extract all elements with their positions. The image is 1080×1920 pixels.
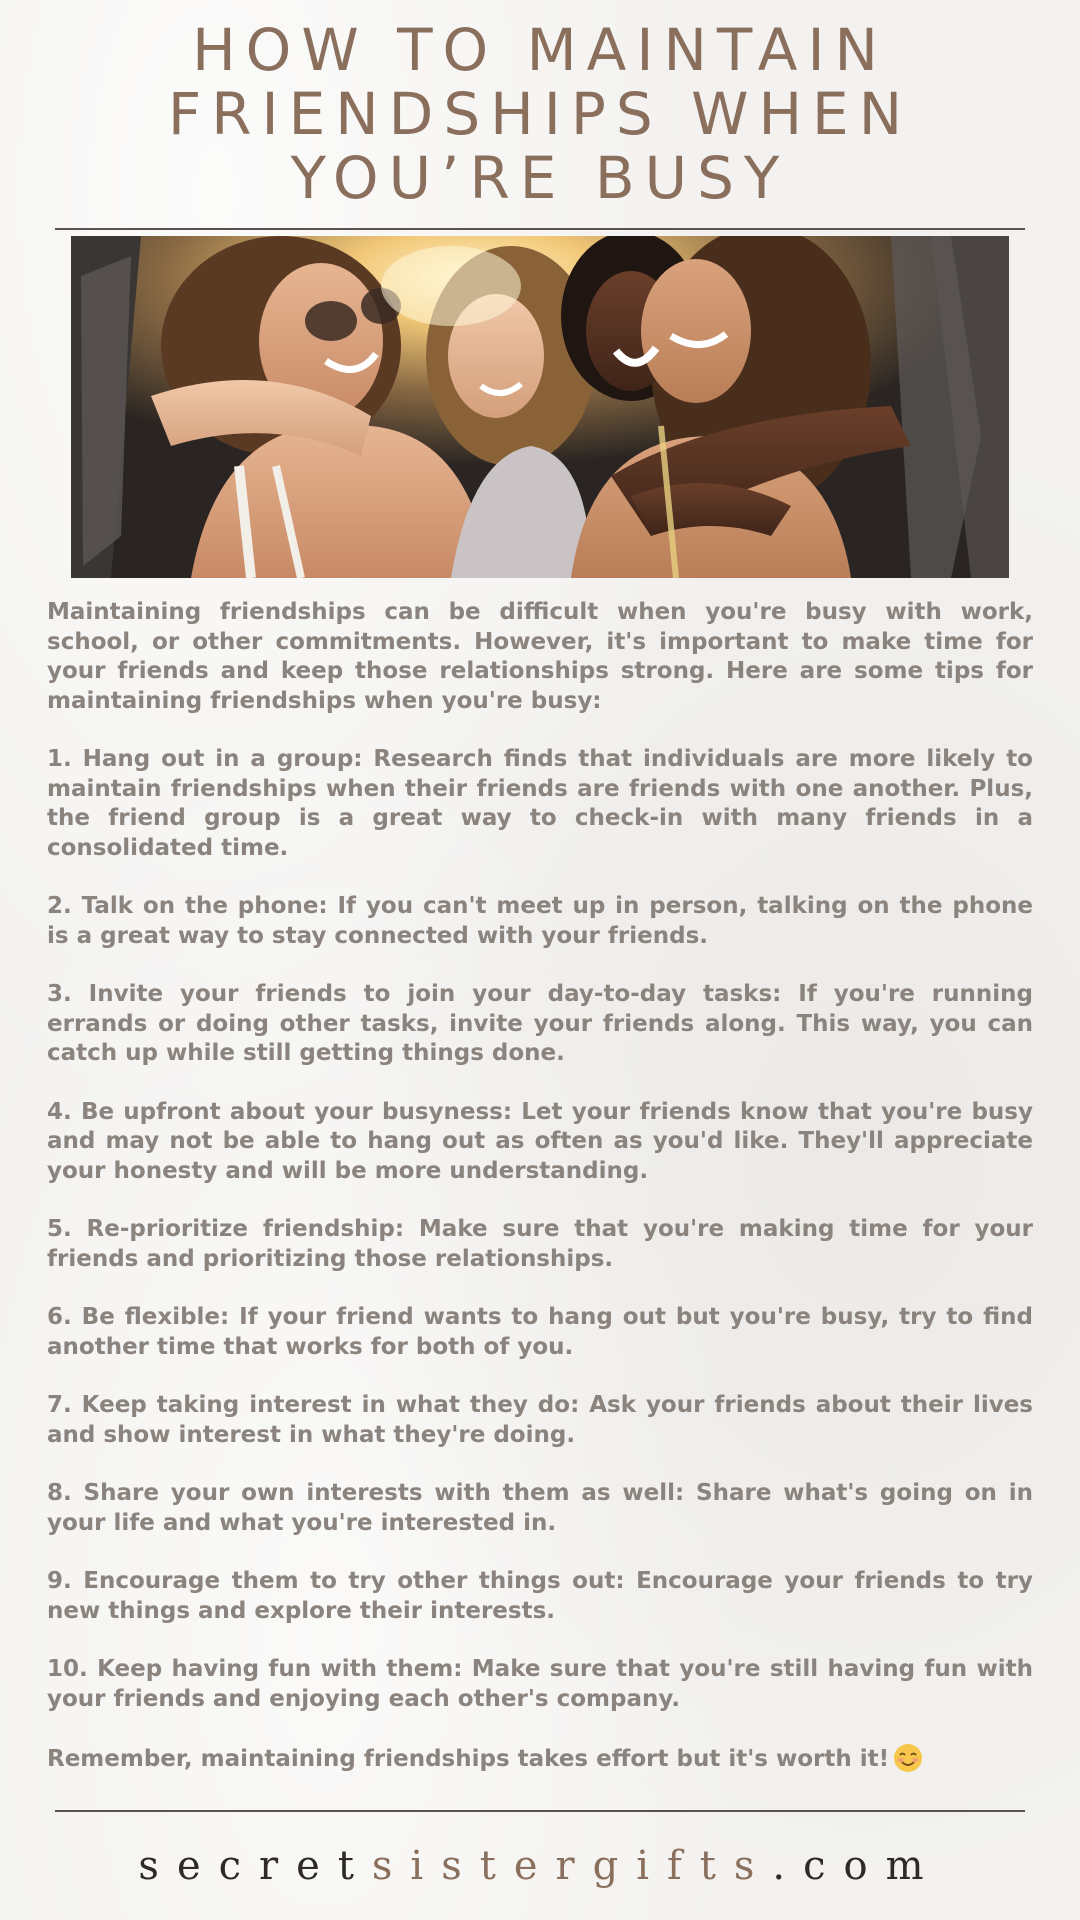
tip-5: 5. Re-prioritize friendship: Make sure that you're making time for your friends and prioritizing those relationships. [47, 1216, 1033, 1272]
tip-10: 10. Keep having fun with them: Make sure that you're still having fun with your friends and enjoying each other's company. [47, 1656, 1033, 1712]
tip-1: 1. Hang out in a group: Research finds that individuals are more likely to maintain friendships when their friends are friends with one another. Plus, the friend group is a great way to check-in with many friends in a consolidated time. [47, 746, 1033, 861]
title-line-1: HOW TO MAINTAIN [192, 16, 888, 84]
title-line-3: YOU’RE BUSY [290, 144, 790, 212]
closing-text: Remember, maintaining friendships takes effort but it's worth it! [47, 1746, 890, 1772]
smiling-face-emoji-icon [893, 1743, 923, 1773]
title-line-2: FRIENDSHIPS WHEN [167, 80, 913, 148]
top-divider [55, 228, 1025, 230]
page-title [60, 18, 1020, 210]
site-url-part-domain: .com [772, 1843, 942, 1889]
closing-line [47, 1743, 1033, 1775]
bottom-divider [55, 1810, 1025, 1812]
tip-3: 3. Invite your friends to join your day-to-day tasks: If you're running errands or doing other tasks, invite your friends along. This way, you can catch up while still getting things done. [47, 981, 1033, 1066]
tip-2: 2. Talk on the phone: If you can't meet up in person, talking on the phone is a great way to stay connected with your friends. [47, 893, 1033, 949]
intro-paragraph: Maintaining friendships can be difficult when you're busy with work, school, or other commitments. However, it's important to make time for your friends and keep those relationships strong. Here are some tips for maintaining friendships when you're busy: [47, 599, 1033, 714]
site-url-part-sistergifts: sistergifts [371, 1843, 773, 1889]
tip-9: 9. Encourage them to try other things out: Encourage your friends to try new things and explore their interests. [47, 1568, 1033, 1624]
tip-7: 7. Keep taking interest in what they do: Ask your friends about their lives and show interest in what they're doing. [47, 1392, 1033, 1448]
site-url-part-secret: secret [138, 1843, 372, 1889]
tip-4: 4. Be upfront about your busyness: Let your friends know that you're busy and may not be able to hang out as often as you'd like. They'll appreciate your honesty and will be more understanding. [47, 1098, 1033, 1184]
tip-6: 6. Be flexible: If your friend wants to hang out but you're busy, try to find another time that works for both of you. [47, 1304, 1033, 1360]
group-of-friends-photo [71, 236, 1009, 578]
tip-8: 8. Share your own interests with them as well: Share what's going on in your life and what you're interested in. [47, 1480, 1033, 1536]
site-url [0, 1838, 1080, 1894]
article-body [47, 598, 1033, 1804]
